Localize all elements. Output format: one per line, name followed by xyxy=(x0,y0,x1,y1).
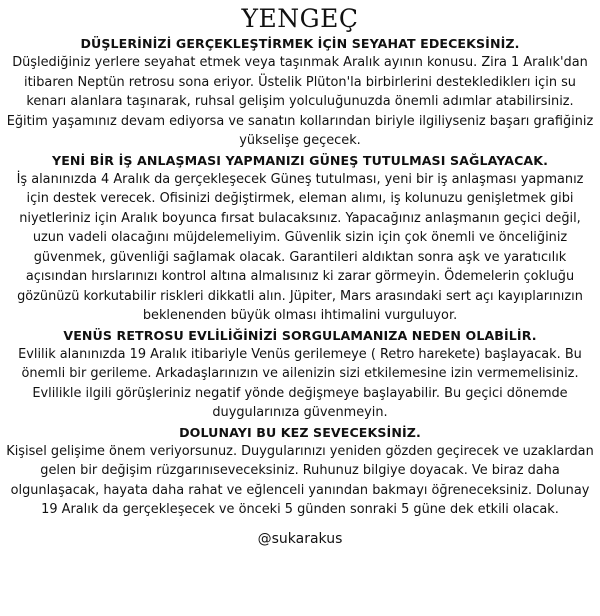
section-body: İş alanınızda 4 Aralık da gerçekleşecek Güneş tutulması, yeni bir iş anlaşması yapmanız için destek verecek. Ofisinizi değiştirmek, eleman alımı, iş kolunuzu genişletmek gibi niyetleriniz için Aralık boyunca fırsat bulacaksınız. Yapacağınız anlaşmanın geçici değil, uzun vadeli olacağını müjdelemeliyim. Güvenlik sizin için çok önemli ve önceliğiniz güvenmek, güvenliği sağlamak olacak. Garantileri aldıktan sonra aşk ve yaratıcılık açısından hırslarınızı kontrol altına almalısınız ki zarar görmeyin. Ödemelerin çokluğu gözünüzü korkutabilir riskleri dikkatli alın. Jüpiter, Mars arasındaki sert açı kayıplarınızın beklenenden büyük olması ihtimalini vurguluyor. xyxy=(16,171,584,323)
author-handle: @sukarakus xyxy=(257,530,343,547)
section-full-moon xyxy=(6,423,594,520)
section-body: Kişisel gelişime önem veriyorsunuz. Duygularınızı yeniden gözden geçirecek ve uzaklardan gelen bir değişim rüzgarınıseveceksiniz. Ruhunuz bilgiye doyacak. Ve biraz daha olgunlaşacak, hayata daha rahat ve eğlenceli yanından bakmayı öğreneceksiniz. Dolunay 19 Aralık da gerçekleşecek ve önceki 5 günden sonraki 5 güne dek etkili olacak. xyxy=(6,443,594,517)
section-heading: DÜŞLERİNİZİ GERÇEKLEŞTİRMEK İÇİN SEYAHAT EDECEKSİNİZ. xyxy=(80,36,520,51)
page-title: YENGEÇ xyxy=(241,4,359,33)
section-heading: YENİ BİR İŞ ANLAŞMASI YAPMANIZI GÜNEŞ TUTULMASI SAĞLAYACAK. xyxy=(51,152,549,168)
section-venus-retro xyxy=(6,326,594,423)
section-body: Düşlediğiniz yerlere seyahat etmek veya taşınmak Aralık ayının konusu. Zira 1 Aralık'dan itibaren Neptün retrosu sona eriyor. Üstelik Plüton'la birbirlerini desteklediklerı için su kenarı alanlara taşınarak, ruhsal gelişim yolculuğunuzda önemli adımlar atabilirsiniz. Eğitim yaşamınız devam ediyorsa ve sanatın kollarından biriyle ilgiliyseniz başarı grafiğiniz yükselişe geçecek. xyxy=(6,55,594,148)
section-heading: VENÜS RETROSU EVLİLİĞİNİZİ SORGULAMANIZA NEDEN OLABİLİR. xyxy=(63,327,537,343)
section-travel xyxy=(6,34,594,151)
section-heading: DOLUNAYI BU KEZ SEVECEKSİNİZ. xyxy=(179,424,421,440)
section-body: Evlilik alanınızda 19 Aralık itibariyle Venüs gerilemeye ( Retro harekete) başlayacak. Bu önemli bir gerileme. Arkadaşlarınızın ve ailenizin sizi etkilemesine izin vermemelisiniz. Evlilikle ilgili görüşleriniz negatif yönde değişmeye başlayabilir. Bu geçici dönemde duygularınıza güvenmeyin. xyxy=(18,346,582,420)
section-business xyxy=(6,151,594,326)
